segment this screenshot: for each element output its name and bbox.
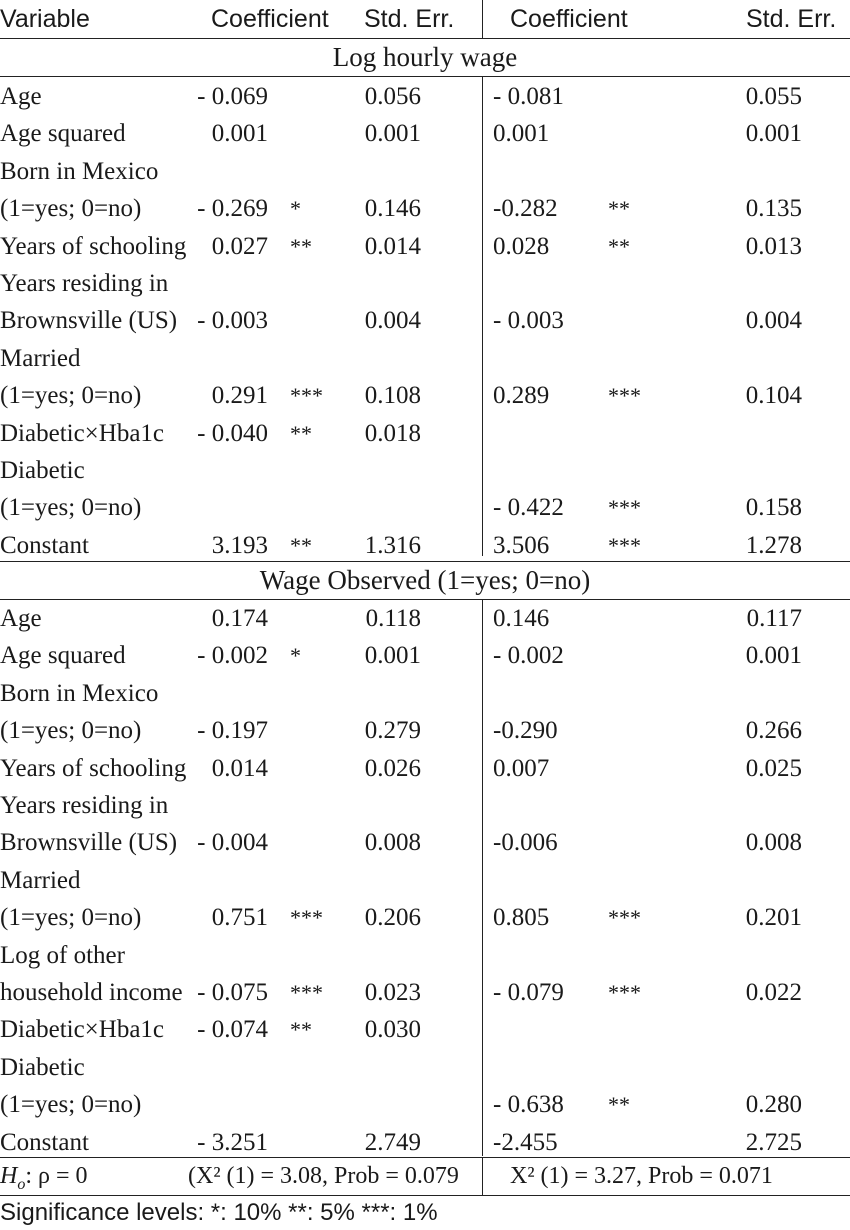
significance-2: ** bbox=[608, 196, 630, 222]
coefficient-2: - 0.081 bbox=[493, 83, 564, 110]
significance-2: *** bbox=[608, 495, 641, 521]
hypothesis-h: H bbox=[0, 1163, 18, 1189]
row-label: Brownsville (US) bbox=[0, 829, 178, 857]
row-label: Age squared bbox=[0, 642, 126, 670]
header-divider bbox=[482, 0, 483, 38]
coefficient-1: 0.014 bbox=[211, 754, 268, 782]
std-err-2: 0.008 bbox=[745, 829, 802, 857]
coefficient-2: 0.805 bbox=[493, 904, 550, 932]
row-label: (1=yes; 0=no) bbox=[0, 382, 142, 410]
row-label: Brownsville (US) bbox=[0, 307, 178, 335]
coefficient-1: - 3.251 bbox=[197, 1128, 268, 1156]
std-err-1: 0.014 bbox=[364, 232, 421, 260]
significance-2: *** bbox=[608, 905, 641, 931]
std-err-2: 0.280 bbox=[745, 1091, 802, 1119]
std-err-1: 0.018 bbox=[364, 419, 421, 447]
std-err-2: 0.004 bbox=[745, 307, 802, 335]
row-label: Age bbox=[0, 605, 42, 632]
significance-1: ** bbox=[290, 233, 312, 259]
row-label: (1=yes; 0=no) bbox=[0, 1091, 142, 1119]
coefficient-1: 3.193 bbox=[211, 531, 268, 559]
row-label: Diabetic×Hba1c bbox=[0, 419, 165, 447]
std-err-2: 2.725 bbox=[745, 1128, 802, 1156]
coefficient-1: 0.174 bbox=[211, 605, 268, 632]
header-variable: Variable bbox=[0, 5, 90, 33]
coefficient-1: 0.027 bbox=[211, 232, 268, 260]
row-label: Years residing in bbox=[0, 792, 169, 819]
coefficient-1: - 0.069 bbox=[197, 83, 268, 110]
hypothesis-subscript: o bbox=[17, 1175, 26, 1193]
std-err-1: 0.108 bbox=[364, 382, 421, 410]
coefficient-1: - 0.197 bbox=[197, 717, 268, 745]
hypothesis-test-1: (X² (1) = 3.08, Prob = 0.079 bbox=[188, 1163, 459, 1189]
std-err-2: 0.117 bbox=[746, 605, 802, 632]
std-err-1: 0.146 bbox=[364, 195, 421, 223]
row-label: (1=yes; 0=no) bbox=[0, 717, 142, 745]
significance-1: ** bbox=[290, 420, 312, 446]
std-err-2: 0.266 bbox=[745, 717, 802, 745]
std-err-1: 0.008 bbox=[364, 829, 421, 857]
coefficient-2: - 0.422 bbox=[493, 494, 564, 522]
row-label: household income bbox=[0, 979, 183, 1006]
coefficient-1: - 0.075 bbox=[197, 979, 268, 1006]
significance-1: * bbox=[290, 643, 301, 669]
coefficient-2: -0.282 bbox=[493, 195, 558, 223]
header-std-err-1: Std. Err. bbox=[364, 5, 455, 33]
significance-2: ** bbox=[608, 1092, 630, 1118]
row-label: Diabetic bbox=[0, 1053, 85, 1081]
coefficient-1: - 0.003 bbox=[197, 307, 268, 335]
coefficient-2: 0.007 bbox=[493, 754, 550, 782]
coefficient-2: - 0.079 bbox=[493, 979, 564, 1006]
hypothesis-rest: : ρ = 0 bbox=[25, 1163, 88, 1189]
section-title-log-hourly-wage: Log hourly wage bbox=[332, 42, 518, 72]
column-divider-1 bbox=[482, 76, 483, 556]
coefficient-1: - 0.002 bbox=[197, 642, 268, 670]
coefficient-1: - 0.269 bbox=[197, 195, 268, 223]
row-label: Age squared bbox=[0, 120, 126, 148]
std-err-1: 0.004 bbox=[364, 307, 421, 335]
coefficient-2: 0.028 bbox=[493, 232, 550, 260]
significance-1: *** bbox=[290, 383, 323, 409]
row-label: Years of schooling bbox=[0, 232, 187, 260]
header-std-err-2: Std. Err. bbox=[746, 5, 837, 33]
coefficient-1: 0.291 bbox=[211, 382, 268, 410]
std-err-1: 0.279 bbox=[364, 717, 421, 745]
significance-2: *** bbox=[608, 532, 641, 558]
coefficient-2: -0.290 bbox=[493, 717, 558, 745]
coefficient-1: - 0.074 bbox=[197, 1016, 268, 1044]
significance-1: ** bbox=[290, 532, 312, 558]
column-divider-2 bbox=[482, 599, 483, 1156]
significance-1: *** bbox=[290, 980, 323, 1005]
std-err-1: 0.118 bbox=[365, 605, 421, 632]
significance-2: *** bbox=[608, 980, 641, 1005]
coefficient-2: 3.506 bbox=[493, 531, 550, 559]
std-err-2: 0.135 bbox=[745, 195, 802, 223]
std-err-2: 0.025 bbox=[745, 754, 802, 782]
std-err-1: 0.056 bbox=[364, 83, 421, 110]
std-err-1: 0.026 bbox=[364, 754, 421, 782]
std-err-2: 0.022 bbox=[745, 979, 802, 1006]
std-err-1: 1.316 bbox=[364, 531, 421, 559]
significance-2: *** bbox=[608, 383, 641, 409]
std-err-1: 0.001 bbox=[364, 120, 421, 148]
std-err-2: 1.278 bbox=[745, 531, 802, 559]
section-rule-3 bbox=[0, 599, 850, 600]
row-label: Age bbox=[0, 83, 42, 110]
section-title-wage-observed: Wage Observed (1=yes; 0=no) bbox=[259, 565, 591, 595]
hypothesis-label bbox=[0, 1158, 88, 1195]
row-label: Constant bbox=[0, 1128, 89, 1156]
section-rule-1 bbox=[0, 76, 850, 77]
significance-1: * bbox=[290, 196, 301, 222]
coefficient-1: 0.001 bbox=[211, 120, 268, 148]
header-coefficient-1: Coefficient bbox=[211, 5, 329, 33]
std-err-2: 0.001 bbox=[745, 120, 802, 148]
std-err-1: 0.206 bbox=[364, 904, 421, 932]
std-err-2: 0.201 bbox=[745, 904, 802, 932]
row-label: Diabetic×Hba1c bbox=[0, 1016, 165, 1044]
coefficient-1: - 0.040 bbox=[197, 419, 268, 447]
coefficient-2: - 0.003 bbox=[493, 307, 564, 335]
row-label: (1=yes; 0=no) bbox=[0, 195, 142, 223]
significance-1: ** bbox=[290, 1017, 312, 1043]
std-err-2: 0.055 bbox=[745, 83, 802, 110]
row-label: Constant bbox=[0, 531, 89, 559]
std-err-1: 2.749 bbox=[364, 1128, 421, 1156]
coefficient-2: 0.289 bbox=[493, 382, 550, 410]
std-err-1: 0.023 bbox=[364, 979, 421, 1006]
coefficient-2: -0.006 bbox=[493, 829, 558, 857]
hypothesis-test-2: X² (1) = 3.27, Prob = 0.071 bbox=[510, 1163, 773, 1189]
row-label: Born in Mexico bbox=[0, 157, 159, 185]
coefficient-1: - 0.004 bbox=[197, 829, 268, 857]
std-err-2: 0.001 bbox=[745, 642, 802, 670]
coefficient-2: 0.001 bbox=[493, 120, 550, 148]
coefficient-2: - 0.002 bbox=[493, 642, 564, 670]
std-err-2: 0.158 bbox=[745, 494, 802, 522]
significance-1: *** bbox=[290, 905, 323, 931]
row-label: (1=yes; 0=no) bbox=[0, 494, 142, 522]
coefficient-2: -2.455 bbox=[493, 1128, 558, 1156]
row-label: Married bbox=[0, 866, 81, 894]
row-label: Married bbox=[0, 344, 81, 372]
coefficient-1: 0.751 bbox=[211, 904, 268, 932]
row-label: (1=yes; 0=no) bbox=[0, 904, 142, 932]
row-label: Years of schooling bbox=[0, 754, 187, 782]
row-label: Born in Mexico bbox=[0, 679, 159, 707]
std-err-2: 0.104 bbox=[745, 382, 802, 410]
significance-2: ** bbox=[608, 233, 630, 259]
significance-footnote: Significance levels: *: 10% **: 5% ***: 1% bbox=[0, 1199, 438, 1226]
row-label: Diabetic bbox=[0, 457, 85, 484]
std-err-1: 0.030 bbox=[364, 1016, 421, 1044]
row-label: Log of other bbox=[0, 941, 125, 969]
std-err-2: 0.013 bbox=[745, 232, 802, 260]
std-err-1: 0.001 bbox=[364, 642, 421, 670]
coefficient-2: 0.146 bbox=[493, 605, 550, 632]
hypothesis-divider bbox=[482, 1157, 483, 1195]
header-coefficient-2: Coefficient bbox=[510, 5, 628, 33]
coefficient-2: - 0.638 bbox=[493, 1091, 564, 1119]
row-label: Years residing in bbox=[0, 270, 169, 297]
